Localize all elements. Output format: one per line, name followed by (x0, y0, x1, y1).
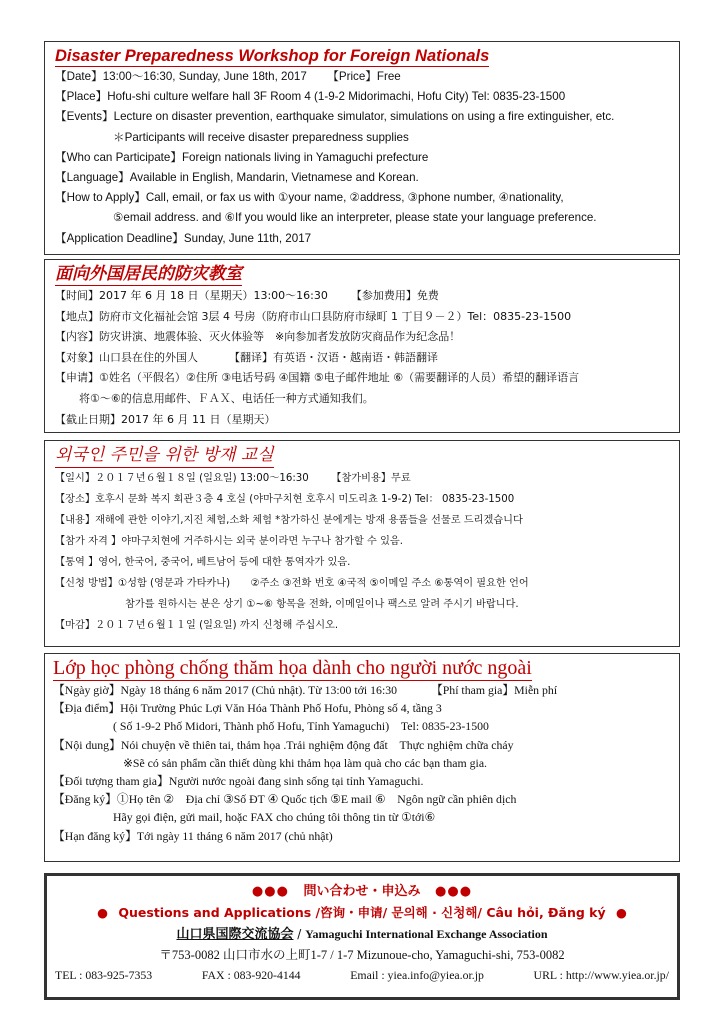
place-label: 【地点】 (55, 309, 99, 323)
email-link[interactable]: Email : yiea.info@yiea.or.jp (350, 968, 484, 982)
vietnamese-title: Lớp học phòng chống thăm họa dành cho người nước ngoài (53, 657, 532, 679)
inquiry-multi: Questions and Applications /咨询・申请/ 문의해 · 신청해/ Câu hỏi, Đăng ký (118, 905, 606, 920)
english-apply-row-2: ⑤email address. and ⑥If you would like an interpreter, please state your language preference. (113, 211, 597, 225)
fee-value: 무료 (391, 473, 411, 484)
chinese-target-row (55, 348, 671, 369)
fee-value: Miễn phí (514, 683, 558, 697)
apply-value: ①성함 (영문과 가타카나) ②주소 ③전화 번호 ④국적 ⑤이메일 주소 ⑥통역이 필요한 언어 (117, 578, 529, 589)
target-label: 【Đối tượng tham gia】 (53, 774, 169, 789)
date-value: ２０１７년６월１８일 (일요일) 13:00～16:30 (95, 473, 309, 484)
target-label: 【对象】 (55, 350, 99, 364)
apply-label: 【신청 방법】 (55, 578, 118, 589)
interpreter-value: 영어, 한국어, 중국어, 베트남어 등에 대한 통역자가 있음. (98, 557, 351, 568)
english-place-row (55, 87, 671, 107)
chinese-apply-row-2: 将①～⑥的信息用邮件、ＦＡＸ、电话任一种方式通知我们。 (79, 391, 374, 405)
chinese-section (44, 259, 680, 433)
apply-label: 【How to Apply】 (55, 191, 146, 205)
deadline-label: 【截止日期】 (55, 412, 121, 426)
translate-label: 【翻译】 (229, 350, 273, 364)
register-value: ①Họ tên ② Địa chỉ ③Số ĐT ④ Quốc tịch ⑤E mail ⑥ Ngôn ngữ cần phiên dịch (116, 792, 517, 807)
vietnamese-place-row (53, 699, 671, 717)
chinese-title: 面向外国居民的防灾教室 (55, 264, 242, 284)
apply-value: ①姓名（平假名）②住所 ③电话号码 ④国籍 ⑤电子邮件地址 ⑥（需要翻译的人员）希望的翻译语言 (99, 371, 580, 385)
english-section (44, 41, 680, 255)
korean-date-row (55, 468, 671, 489)
target-value: Người nước ngoài đang sinh sống tại tỉnh Yamaguchi. (168, 774, 424, 789)
chinese-time-row (55, 286, 671, 307)
date-label: 【Ngày giờ】 (53, 683, 121, 697)
fee-label: 【参加费用】 (350, 289, 417, 302)
deadline-label: 【Hạn đăng ký】 (53, 828, 137, 843)
time-label: 【时间】 (55, 289, 99, 302)
english-who-row (55, 148, 671, 168)
english-deadline-row (55, 229, 671, 249)
events-label: 【Events】 (55, 110, 114, 124)
who-label: 【Who can Participate】 (55, 150, 182, 164)
fee-label: 【참가비용】 (331, 473, 392, 484)
inquiry-multilingual (53, 902, 671, 924)
qualification-label: 【참가 자격 】 (55, 536, 122, 547)
dots-right-icon: ●●● (435, 884, 473, 899)
content-value: Nói chuyện về thiên tai, thảm họa .Trải nghiệm động đất Thực nghiệm chữa cháy (120, 737, 514, 752)
apply-value: Call, email, or fax us with ①your name, ②address, ③phone number, ④nationality, (145, 191, 564, 205)
organization-name (53, 924, 671, 945)
english-title: Disaster Preparedness Workshop for Foreign Nationals (55, 47, 490, 65)
date-label: 【Date】 (55, 70, 103, 83)
inquiry-jp: 問い合わせ・申込み (303, 884, 421, 899)
place-label: 【장소】 (55, 494, 96, 505)
org-separator: / (293, 927, 306, 941)
korean-content-row (55, 510, 671, 531)
vietnamese-date-row (53, 681, 671, 699)
bullet-right-icon: ● (615, 905, 627, 920)
deadline-label: 【Application Deadline】 (55, 231, 184, 245)
date-value: 13:00～16:30, Sunday, June 18th, 2017 (102, 70, 307, 83)
fax-number: FAX : 083-920-4144 (201, 968, 301, 982)
korean-deadline-row (55, 615, 671, 636)
date-value: Ngày 18 tháng 6 năm 2017 (Chủ nhật). Từ 13:00 tới 16:30 (120, 683, 398, 697)
vietnamese-deadline-row (53, 827, 671, 845)
qualification-value: 야마구치현에 거주하시는 외국 분이라면 누구나 참가할 수 있음. (121, 536, 403, 547)
content-label: 【内容】 (55, 330, 99, 344)
language-label: 【Language】 (55, 171, 130, 185)
korean-apply-row-2: 참가를 원하시는 분은 상기 ①~⑥ 항목을 전화, 이메일이나 팩스로 알려 주시기 바랍니다. (125, 599, 519, 610)
who-value: Foreign nationals living in Yamaguchi prefecture (181, 150, 429, 164)
register-label: 【Đăng ký】 (53, 792, 117, 807)
place-value: 防府市文化福祉会馆 3层 4 号房（防府市山口县防府市绿町 1 丁目９－２）Tel：0835-23-1500 (99, 309, 572, 323)
events-value: Lecture on disaster prevention, earthquake simulator, simulations on using a fire extinguisher, etc. (113, 110, 615, 124)
vietnamese-place-row-2: ( Số 1-9-2 Phố Midori, Thành phố Hofu, Tỉnh Yamaguchi) Tel: 0835-23-1500 (113, 719, 489, 734)
deadline-label: 【마감】 (55, 620, 96, 631)
content-value: 재해에 관한 이야기,지진 체험,소화 체험 *참가하신 분에게는 방재 용품들을 선물로 드리겠습니다 (95, 515, 523, 526)
time-value: 2017 年 6 月 18 日（星期天）13:00～16:30 (99, 289, 328, 302)
tel-number[interactable]: TEL : 083-925-7353 (55, 968, 153, 982)
url-link[interactable]: URL : http://www.yiea.or.jp/ (533, 968, 669, 982)
place-value: 호후시 문화 복지 회관３층 4 호실 (야마구치현 호후시 미도리쵸 1-9-2) Tel： 0835-23-1500 (95, 494, 515, 505)
vietnamese-target-row (53, 772, 671, 790)
korean-qualification-row (55, 531, 671, 552)
target-value: 山口县在住的外国人 (99, 350, 198, 364)
vietnamese-content-note: ※Sẽ có sản phẩm cần thiết dùng khi thảm họa làm quà cho các bạn tham gia. (123, 755, 488, 770)
inquiry-heading (53, 882, 671, 902)
price-value: Free (376, 70, 401, 83)
contact-details (53, 965, 671, 986)
content-label: 【Nội dung】 (53, 737, 121, 752)
price-label: 【Price】 (327, 70, 377, 83)
place-label: 【Địa điểm】 (53, 701, 121, 716)
language-value: Available in English, Mandarin, Vietnamese and Korean. (129, 171, 419, 185)
deadline-value: Tới ngày 11 tháng 6 năm 2017 (chủ nhật) (136, 828, 333, 843)
vietnamese-register-row-2: Hãy gọi điện, gửi mail, hoặc FAX cho chúng tôi thông tin từ ①tới⑥ (113, 810, 436, 825)
bullet-left-icon: ● (97, 905, 109, 920)
deadline-value: 2017 年 6 月 11 日（星期天） (121, 412, 276, 426)
fee-value: 免费 (416, 289, 439, 302)
english-apply-row (55, 188, 671, 208)
date-label: 【일시】 (55, 473, 96, 484)
place-value: Hội Trường Phúc Lợi Văn Hóa Thành Phố Hofu, Phòng số 4, tầng 3 (120, 701, 442, 716)
vietnamese-content-row (53, 736, 671, 754)
english-events-note: ＊Participants will receive disaster preparedness supplies (113, 130, 409, 144)
english-events-row (55, 107, 671, 127)
vietnamese-register-row (53, 790, 671, 808)
chinese-content-row (55, 327, 671, 348)
content-value: 防灾讲演、地震体验、灭火体验等 ※向参加者发放防灾商品作为纪念品！ (99, 330, 461, 344)
place-value: Hofu-shi culture welfare hall 3F Room 4 (1-9-2 Midorimachi, Hofu City) Tel: 0835-23-1500 (107, 90, 566, 104)
korean-place-row (55, 489, 671, 510)
english-date-row (55, 67, 671, 87)
korean-apply-row (55, 573, 671, 594)
korean-title: 외국인 주민을 위한 방재 교실 (55, 444, 274, 468)
place-label: 【Place】 (55, 90, 108, 104)
korean-interpreter-row (55, 552, 671, 573)
org-name-jp: 山口県国際交流協会 (176, 927, 294, 942)
contact-section (44, 873, 680, 1000)
translate-value: 有英语・汉语・越南语・韩語翻译 (273, 350, 438, 364)
content-label: 【내용】 (55, 515, 96, 526)
korean-section (44, 440, 680, 647)
chinese-deadline-row (55, 410, 671, 431)
apply-label: 【申请】 (55, 371, 99, 385)
vietnamese-section (44, 653, 680, 862)
chinese-apply-row (55, 368, 671, 389)
address: 〒753-0082 山口市水の上町1-7 / 1-7 Mizunoue-cho, Yamaguchi-shi, 753-0082 (159, 948, 565, 962)
fee-label: 【Phí tham gia】 (430, 683, 515, 697)
english-language-row (55, 168, 671, 188)
deadline-value: ２０１７년６월１１일 (일요일) 까지 신청해 주십시오. (95, 620, 339, 631)
dots-left-icon: ●●● (251, 884, 289, 899)
org-name-en: Yamaguchi International Exchange Association (305, 927, 548, 941)
deadline-value: Sunday, June 11th, 2017 (183, 231, 312, 245)
chinese-place-row (55, 307, 671, 328)
interpreter-label: 【통역 】 (55, 557, 99, 568)
